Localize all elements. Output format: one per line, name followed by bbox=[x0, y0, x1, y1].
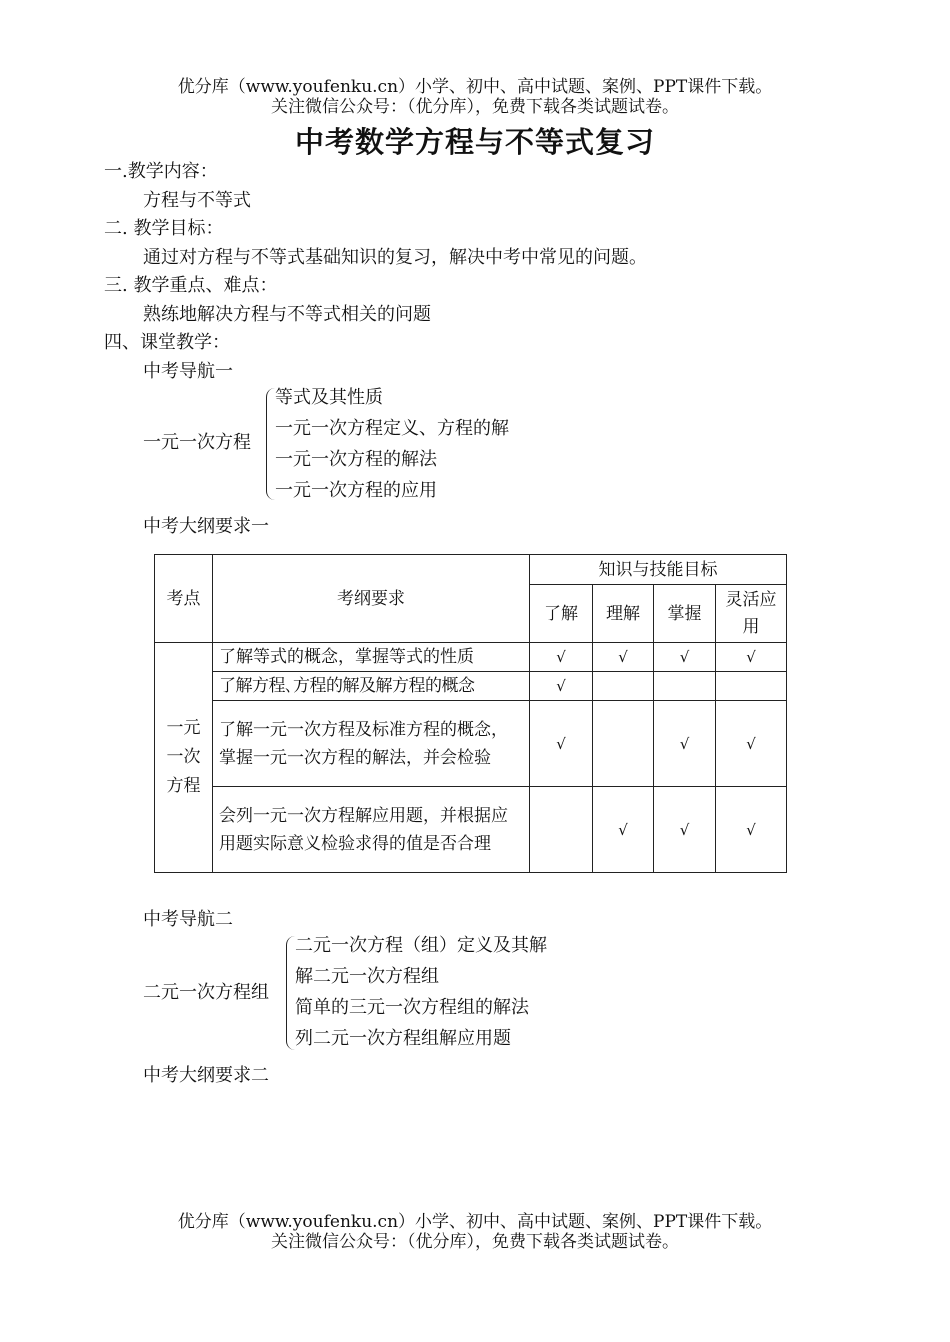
header-line-2: 关注微信公众号：（优分库），免费下载各类试题试卷。 bbox=[271, 97, 679, 117]
nav-2-brace bbox=[286, 936, 295, 1050]
check-mark bbox=[593, 701, 654, 787]
check-mark bbox=[593, 672, 654, 701]
check-mark: √ bbox=[530, 672, 593, 701]
section-1-heading: 一.教学内容： bbox=[104, 161, 218, 182]
topic-cell: 一元一次方程 bbox=[155, 643, 213, 873]
table-row bbox=[155, 672, 787, 701]
check-mark: √ bbox=[654, 643, 716, 672]
check-mark: √ bbox=[654, 787, 716, 873]
check-mark bbox=[654, 672, 716, 701]
nav-2-item: 列二元一次方程组解应用题 bbox=[295, 1028, 511, 1049]
outline-2-label: 中考大纲要求二 bbox=[143, 1065, 269, 1086]
requirements-table bbox=[154, 554, 787, 873]
nav-1-label: 中考导航一 bbox=[143, 361, 233, 382]
check-mark bbox=[716, 672, 787, 701]
check-mark: √ bbox=[716, 701, 787, 787]
header-goal-master: 掌握 bbox=[654, 585, 716, 643]
nav-2-item: 二元一次方程（组）定义及其解 bbox=[295, 935, 547, 956]
nav-1-item: 一元一次方程的应用 bbox=[275, 480, 437, 501]
header-goal-comprehend: 理解 bbox=[593, 585, 654, 643]
nav-1-brace bbox=[266, 388, 275, 500]
check-mark: √ bbox=[593, 787, 654, 873]
header-line-1: 优分库（www.youfenku.cn）小学、初中、高中试题、案例、PPT课件下载。 bbox=[177, 77, 773, 97]
nav-2-label: 中考导航二 bbox=[143, 909, 233, 930]
nav-1-item: 一元一次方程定义、方程的解 bbox=[275, 418, 509, 439]
requirement-cell: 了解一元一次方程及标准方程的概念，掌握一元一次方程的解法，并会检验 bbox=[213, 701, 530, 787]
check-mark: √ bbox=[716, 643, 787, 672]
section-2-body: 通过对方程与不等式基础知识的复习，解决中考中常见的问题。 bbox=[143, 247, 647, 268]
table-row bbox=[155, 787, 787, 873]
check-mark: √ bbox=[593, 643, 654, 672]
check-mark: √ bbox=[654, 701, 716, 787]
check-mark: √ bbox=[530, 643, 593, 672]
header-goal-understand: 了解 bbox=[530, 585, 593, 643]
check-mark: √ bbox=[530, 701, 593, 787]
section-1-body: 方程与不等式 bbox=[143, 190, 251, 211]
nav-2-item: 简单的三元一次方程组的解法 bbox=[295, 997, 529, 1018]
footer-line-2: 关注微信公众号：（优分库），免费下载各类试题试卷。 bbox=[271, 1232, 679, 1252]
requirement-cell: 会列一元一次方程解应用题，并根据应用题实际意义检验求得的值是否合理 bbox=[213, 787, 530, 873]
header-goals: 知识与技能目标 bbox=[530, 555, 787, 585]
nav-2-topic: 二元一次方程组 bbox=[143, 982, 269, 1003]
header-goal-apply: 灵活应用 bbox=[716, 585, 787, 643]
outline-1-label: 中考大纲要求一 bbox=[143, 516, 269, 537]
check-mark bbox=[530, 787, 593, 873]
requirement-cell: 了解等式的概念，掌握等式的性质 bbox=[213, 643, 530, 672]
nav-1-item: 等式及其性质 bbox=[275, 387, 383, 408]
nav-1-item: 一元一次方程的解法 bbox=[275, 449, 437, 470]
section-2-heading: 二. 教学目标： bbox=[104, 218, 224, 239]
header-point: 考点 bbox=[155, 555, 213, 643]
footer-line-1: 优分库（www.youfenku.cn）小学、初中、高中试题、案例、PPT课件下载。 bbox=[177, 1212, 773, 1232]
check-mark: √ bbox=[716, 787, 787, 873]
section-3-body: 熟练地解决方程与不等式相关的问题 bbox=[143, 304, 431, 325]
section-4-heading: 四、课堂教学： bbox=[104, 332, 230, 353]
page-title: 中考数学方程与不等式复习 bbox=[294, 125, 655, 159]
table-row bbox=[155, 643, 787, 672]
requirement-cell: 了解方程､方程的解及解方程的概念 bbox=[213, 672, 530, 701]
header-requirement: 考纲要求 bbox=[213, 555, 530, 643]
section-3-heading: 三. 教学重点、难点： bbox=[104, 275, 278, 296]
table-row bbox=[155, 701, 787, 787]
nav-2-item: 解二元一次方程组 bbox=[295, 966, 439, 987]
nav-1-topic: 一元一次方程 bbox=[143, 432, 251, 453]
